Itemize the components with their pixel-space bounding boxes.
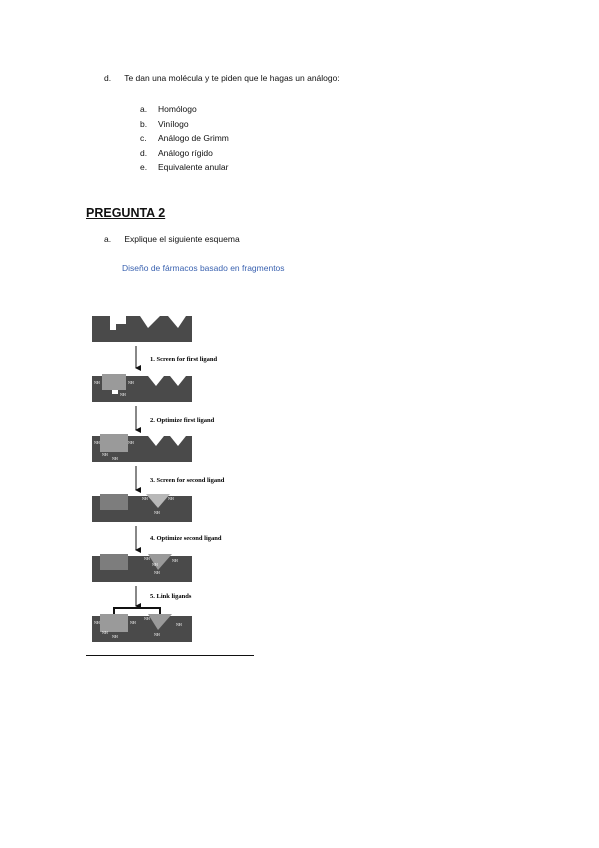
option-text: Homólogo (158, 104, 197, 114)
nh-label: NH (144, 556, 150, 561)
nh-label: NH (130, 620, 136, 625)
nh-label: NH (144, 616, 150, 621)
option-marker: b. (140, 118, 148, 129)
fragment-scheme-figure (88, 308, 258, 648)
nh-label: NH (102, 452, 108, 457)
step-label: 3. Screen for second ligand (150, 477, 225, 484)
protein-linked-ligands (92, 608, 192, 642)
question-d-text: Te dan una molécula y te piden que le hagas un análogo: (124, 73, 340, 83)
nh-label: NH (128, 440, 134, 445)
nh-label: NH (128, 380, 134, 385)
protein-first-ligand (92, 374, 192, 402)
option-text: Análogo rígido (158, 147, 213, 158)
protein-optimized-first (92, 434, 192, 462)
nh-label: NH (176, 622, 182, 627)
option-text: Análogo de Grimm (158, 133, 229, 144)
nh-label: NH (154, 510, 160, 515)
step-label: 4. Optimize second ligand (150, 535, 222, 542)
option-text: Vinílogo (158, 118, 189, 129)
question-a (104, 234, 240, 244)
question-a-marker: a. (104, 234, 112, 244)
question-d (104, 73, 340, 83)
nh-label: NH (94, 380, 100, 385)
nh-label: NH (142, 496, 148, 501)
nh-label: NH (120, 392, 126, 397)
option-marker: e. (140, 162, 148, 173)
option-item (140, 146, 229, 161)
options-list (140, 102, 229, 175)
option-item (140, 131, 229, 146)
question-d-marker: d. (104, 73, 112, 83)
protein-empty (92, 316, 192, 342)
protein-second-ligand (92, 494, 192, 522)
nh-label: NH (94, 620, 100, 625)
option-item (140, 102, 229, 117)
nh-label: NH (112, 456, 118, 461)
question-a-text: Explique el siguiente esquema (124, 234, 240, 244)
step-label: 2. Optimize first ligand (150, 417, 215, 424)
nh-label: NH (168, 496, 174, 501)
nh-label: NH (154, 570, 160, 575)
option-marker: d. (140, 147, 148, 158)
section-heading: PREGUNTA 2 (86, 206, 166, 220)
option-marker: c. (140, 133, 147, 144)
option-item (140, 117, 229, 132)
protein-optimized-second (92, 554, 192, 582)
nh-label: NH (172, 558, 178, 563)
option-marker: a. (140, 104, 148, 114)
step-label: 1. Screen for first ligand (150, 356, 218, 363)
nh-label: NH (152, 562, 158, 567)
scheme-subtitle: Diseño de fármacos basado en fragmentos (122, 263, 285, 273)
option-item (140, 160, 229, 175)
nh-label: NH (102, 630, 108, 635)
nh-label: NH (112, 634, 118, 639)
nh-label: NH (94, 440, 100, 445)
option-text: Equivalente anular (158, 162, 229, 173)
step-label: 5. Link ligands (150, 593, 192, 600)
nh-label: NH (154, 632, 160, 637)
footnote-rule (86, 655, 254, 656)
